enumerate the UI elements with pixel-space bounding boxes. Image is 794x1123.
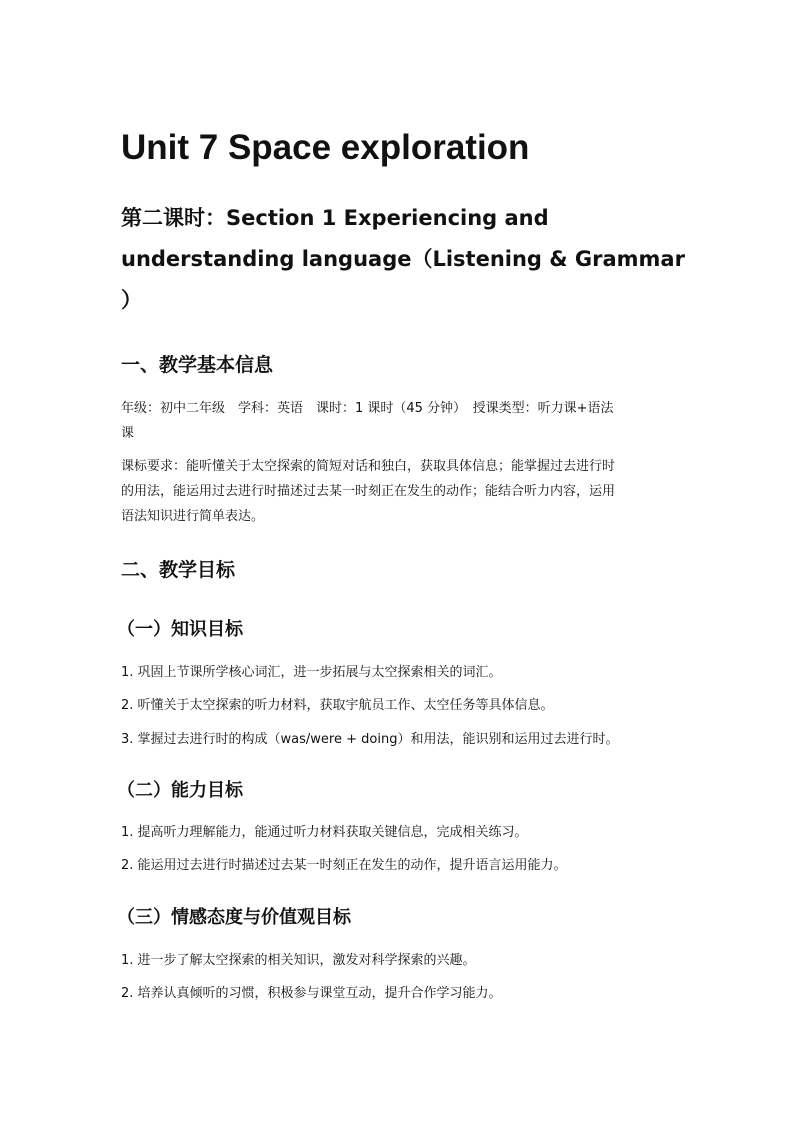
list-item: 2. 听懂关于太空探索的听力材料，获取宇航员工作、太空任务等具体信息。 <box>121 698 554 713</box>
subtitle-line: 第二课时：Section 1 Experiencing and <box>121 206 549 230</box>
section-heading-objectives: 二、教学目标 <box>121 559 236 581</box>
subsection-heading-knowledge: （一）知识目标 <box>117 619 243 640</box>
paragraph-line: 的用法，能运用过去进行时描述过去某一时刻正在发生的动作；能结合听力内容，运用 <box>121 484 616 499</box>
list-item: 2. 能运用过去进行时描述过去某一时刻正在发生的动作，提升语言运用能力。 <box>121 858 567 873</box>
paragraph-line: 语法知识进行简单表达。 <box>121 509 265 524</box>
section-heading-basic-info: 一、教学基本信息 <box>121 354 274 376</box>
paragraph-line: 课标要求：能听懂关于太空探索的简短对话和独白，获取具体信息；能掌握过去进行时 <box>121 459 616 474</box>
list-item: 1. 巩固上节课所学核心词汇，进一步拓展与太空探索相关的词汇。 <box>121 665 502 680</box>
subtitle-line: understanding language（Listening & Grammar <box>121 247 685 271</box>
document-title: Unit 7 Space exploration <box>121 128 530 167</box>
subtitle-line: ） <box>121 288 142 312</box>
subsection-heading-ability: （二）能力目标 <box>117 780 243 801</box>
basic-info-paragraph <box>121 396 681 446</box>
curriculum-standard-paragraph <box>121 454 681 529</box>
subsection-heading-emotion: （三）情感态度与价值观目标 <box>117 907 351 928</box>
paragraph-line: 课 <box>121 426 135 441</box>
paragraph-line: 年级：初中二年级 学科：英语 课时：1 课时（45 分钟） 授课类型：听力课+语法 <box>121 401 614 416</box>
list-item: 2. 培养认真倾听的习惯，积极参与课堂互动，提升合作学习能力。 <box>121 986 502 1001</box>
lesson-subtitle <box>121 198 685 321</box>
list-item: 1. 提高听力理解能力，能通过听力材料获取关键信息，完成相关练习。 <box>121 825 528 840</box>
list-item: 1. 进一步了解太空探索的相关知识，激发对科学探索的兴趣。 <box>121 953 476 968</box>
list-item: 3. 掌握过去进行时的构成（was/were + doing）和用法，能识别和运用过去进行时。 <box>121 732 619 747</box>
